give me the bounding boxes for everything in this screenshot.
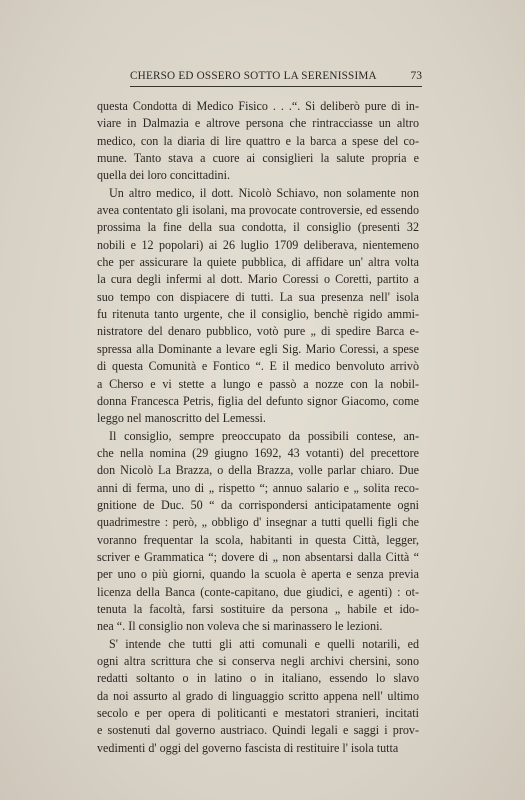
text-line: redatti soltanto o in latino o in italiano, essendo lo slavo xyxy=(97,671,419,686)
paragraph xyxy=(97,185,419,428)
text-line: avea contentato gli isolani, ma provocate controversie, ed essendo xyxy=(97,203,419,218)
text-line: don Nicolò La Brazza, o della Brazza, volle parlar chiaro. Due xyxy=(97,463,419,478)
page-number: 73 xyxy=(410,70,422,82)
text-line: nobili e 12 popolari) ai 26 luglio 1709 deliberava, nientemeno xyxy=(97,237,419,252)
text-line: nea “. Il consiglio non voleva che si marinassero le lezioni. xyxy=(97,619,383,634)
text-line: mune. Tanto stava a cuore ai consiglieri la salute propria e xyxy=(97,151,419,166)
text-line: a Cherso e vi stette a lungo e passò a nozze con la nobil- xyxy=(97,376,419,391)
text-line: nistratore del denaro pubblico, votò pure „ di spedire Barca e- xyxy=(97,324,419,339)
text-line: secolo e per opera di politicanti e mestatori stranieri, incitati xyxy=(97,706,419,721)
body-text xyxy=(97,98,419,757)
text-line: spressa alla Dominante a levare egli Sig. Mario Coressi, a spese xyxy=(97,341,419,356)
paragraph xyxy=(97,636,419,757)
text-line: anni di ferma, uno di „ rispetto “; annuo salario e „ solita reco- xyxy=(97,480,419,495)
text-line: questa Condotta di Medico Fisico . . .“. Si deliberò pure di in- xyxy=(97,99,419,113)
text-line: e sostenuti dal governo austriaco. Quindi legali e saggi i prov- xyxy=(97,723,419,738)
text-line: vedimenti d' oggi del governo fascista di restituire l' isola tutta xyxy=(97,740,399,755)
text-line: Un altro medico, il dott. Nicolò Schiavo, non solamente non xyxy=(109,185,419,200)
text-line: Il consiglio, sempre preoccupato da possibili contese, an- xyxy=(109,428,419,443)
text-line: ogni altra scrittura che si conserva negli archivi chersini, sono xyxy=(97,654,419,668)
text-line: che per assicurare la quiete pubblica, di affidare un' altra volta xyxy=(97,255,419,270)
text-line: prossima la fine della sua condotta, il consiglio (presenti 32 xyxy=(97,220,419,235)
text-line: fu ritenuta tanto urgente, che il consiglio, benchè rigido ammi- xyxy=(97,307,419,322)
text-line: gnitione de Duc. 50 “ da corrispondersi anticipatamente ogni xyxy=(97,497,419,512)
text-line: tenuta la facoltà, farsi sostituire da persona „ habile et ido- xyxy=(97,601,419,616)
text-line: quella dei loro concittadini. xyxy=(97,168,230,183)
text-line: viare in Dalmazia e altrove persona che rintracciasse un altro xyxy=(97,116,419,131)
text-line: da noi assurto al grado di linguaggio scritto appena nell' ultimo xyxy=(97,688,419,703)
text-line: scriver e Grammatica “; dovere di „ non absentarsi dalla Città “ xyxy=(97,549,419,564)
paragraph xyxy=(97,98,419,185)
text-line: medico, con la diaria di lire quattro e la barca a spese del co- xyxy=(97,133,419,148)
page-header xyxy=(130,70,422,87)
text-line: S' intende che tutti gli atti comunali e quelli notarili, ed xyxy=(109,636,419,651)
text-line: donna Francesca Petris, figlia del defunto signor Giacomo, come xyxy=(97,393,419,408)
paragraph xyxy=(97,428,419,636)
running-title: CHERSO ED OSSERO SOTTO LA SERENISSIMA xyxy=(130,70,377,82)
text-line: che nella nomina (29 giugno 1692, 43 votanti) del precettore xyxy=(97,445,419,460)
text-line: voranno frequentar la scola, habitanti in questa Città, legger, xyxy=(97,532,419,547)
text-line: leggo nel manoscritto del Lemessi. xyxy=(97,411,266,426)
text-line: licenza della Banca (conte-capitano, due giudici, e agenti) : ot- xyxy=(97,584,419,599)
text-line: per uno o più giorni, quando la scuola è aperta e senza previa xyxy=(97,567,419,582)
text-line: di questa Comunità e Fontico “. E il medico benvoluto arrivò xyxy=(97,359,419,374)
text-line: suo tempo con dispiacere di tutti. La sua presenza nell' isola xyxy=(97,289,419,304)
text-line: la cura degli infermi al dott. Mario Coressi o Coretti, partito a xyxy=(97,272,419,287)
text-line: quadrimestre : però, „ obbligo d' insegnar a tutti quelli figli che xyxy=(97,515,419,530)
